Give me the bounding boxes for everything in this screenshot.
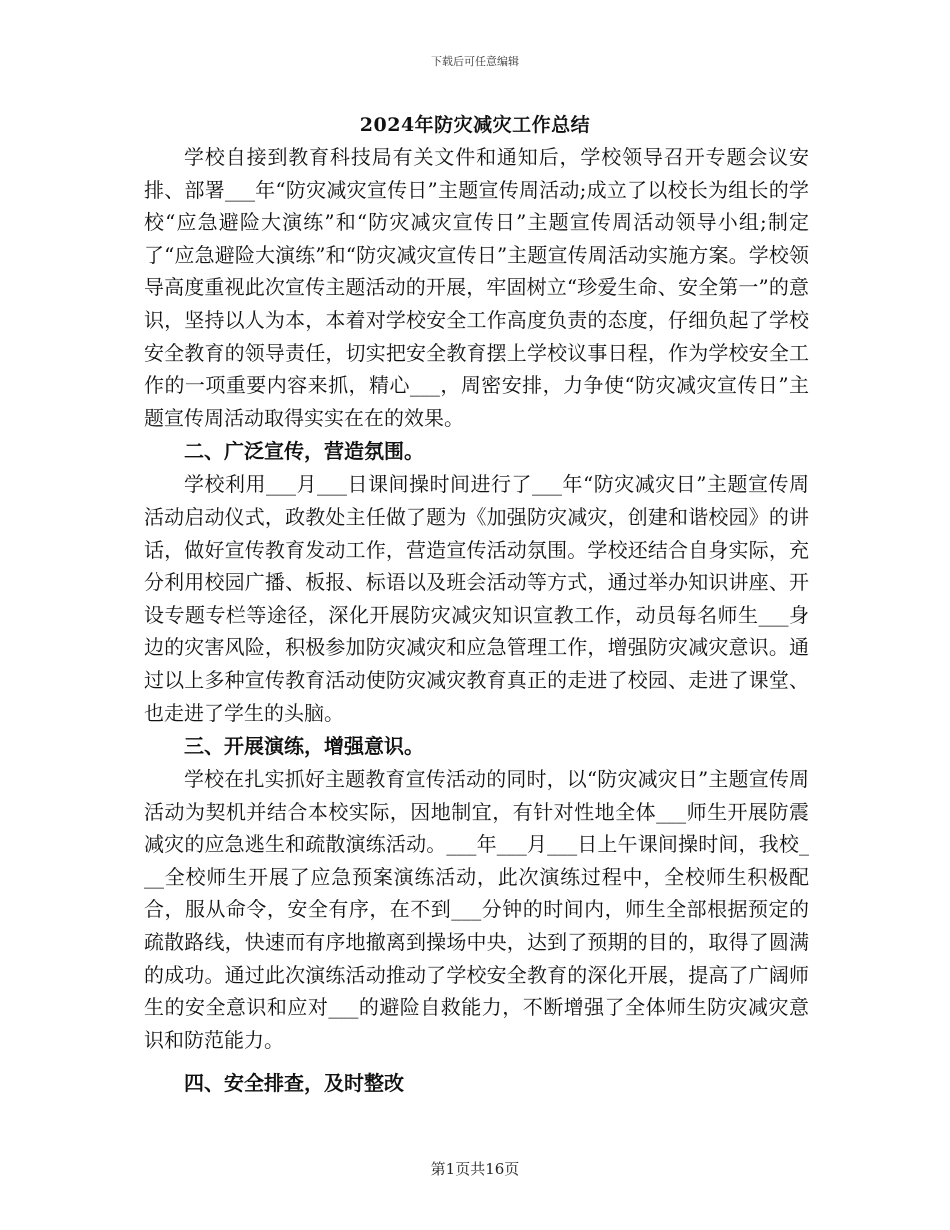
document-body	[144, 141, 809, 1100]
page-indicator: 第1页共16页	[430, 1160, 520, 1178]
section-paragraph-2: 学校利用___月___日课间操时间进行了___年“防灾减灾日”主题宣传周活动启动仪式，政教处主任做了题为《加强防灾减灾，创建和谐校园》的讲话，做好宣传教育发动工作，营造宣传活动氛围。学校还结合自身实际，充分利用校园广播、板报、标语以及班会活动等方式，通过举办知识讲座、开设专题专栏等途径，深化开展防灾减灾知识宣教工作，动员每名师生___身边的灾害风险，积极参加防灾减灾和应急管理工作，增强防灾减灾意识。通过以上多种宣传教育活动使防灾减灾教育真正的走进了校园、走进了课堂、也走进了学生的头脑。	[144, 472, 809, 725]
section-heading-4: 四、安全排查，及时整改	[184, 1071, 404, 1096]
header-note: 下载后可任意编辑	[431, 55, 519, 68]
section-heading-3: 三、开展演练，增强意识。	[184, 734, 424, 759]
document-title: 2024年防灾减灾工作总结	[359, 114, 591, 136]
intro-paragraph: 学校自接到教育科技局有关文件和通知后，学校领导召开专题会议安排、部署___年“防灾减灾宣传日”主题宣传周活动;成立了以校长为组长的学校“应急避险大演练”和“防灾减灾宣传日”主题宣传周活动领导小组;制定了“应急避险大演练”和“防灾减灾宣传日”主题宣传周活动实施方案。学校领导高度重视此次宣传主题活动的开展，牢固树立“珍爱生命、安全第一”的意识，坚持以人为本，本着对学校安全工作高度负责的态度，仔细负起了学校安全教育的领导责任，切实把安全教育摆上学校议事日程，作为学校安全工作的一项重要内容来抓，精心___，周密安排，力争使“防灾减灾宣传日”主题宣传周活动取得实实在在的效果。	[144, 145, 809, 430]
section-heading-2: 二、广泛宣传，营造氛围。	[184, 439, 424, 464]
section-paragraph-3: 学校在扎实抓好主题教育宣传活动的同时，以“防灾减灾日”主题宣传周活动为契机并结合本校实际，因地制宜，有针对性地全体___师生开展防震减灾的应急逃生和疏散演练活动。___年___月___日上午课间操时间，我校___全校师生开展了应急预案演练活动，此次演练过程中，全校师生积极配合，服从命令，安全有序，在不到___分钟的时间内，师生全部根据预定的疏散路线，快速而有序地撤离到操场中央，达到了预期的目的，取得了圆满的成功。通过此次演练活动推动了学校安全教育的深化开展，提高了广阔师生的安全意识和应对___的避险自救能力，不断增强了全体师生防灾减灾意识和防范能力。	[144, 767, 809, 1052]
